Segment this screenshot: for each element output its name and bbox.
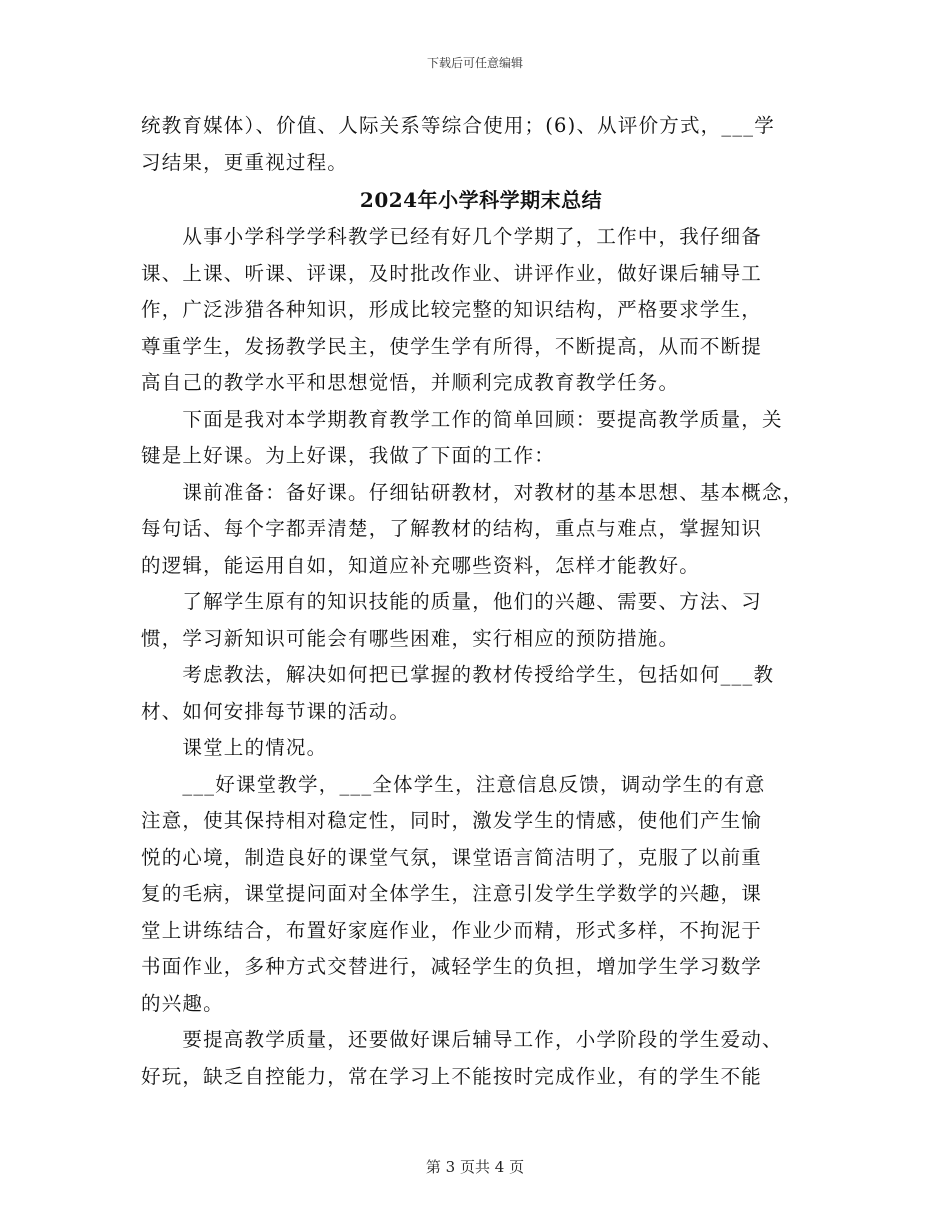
text-line: 作，广泛涉猎各种知识，形成比较完整的知识结构，严格要求学生， (141, 298, 763, 321)
text-line: 下面是我对本学期教育教学工作的简单回顾：要提高教学质量，关 (141, 407, 783, 431)
text-line: 每句话、每个字都弄清楚，了解教材的结构，重点与难点，掌握知识 (141, 517, 763, 540)
text-line: 课前准备：备好课。仔细钻研教材，对教材的基本思想、基本概念， (141, 480, 804, 504)
text-line: 从事小学科学学科教学已经有好几个学期了，工作中，我仔细备 (141, 225, 763, 248)
text-line: 悦的心境，制造良好的课堂气氛，课堂语言简洁明了，克服了以前重 (141, 845, 763, 869)
text-line: 键是上好课。为上好课，我做了下面的工作： (141, 444, 556, 467)
text-line: 习结果，更重视过程。 (141, 150, 349, 174)
text-line: 高自己的教学水平和思想觉悟，并顺利完成教育教学任务。 (141, 371, 680, 394)
text-line: 材、如何安排每节课的活动。 (141, 699, 411, 723)
text-line: 课堂上的情况。 (141, 736, 328, 759)
page-footer: 第 3 页共 4 页 (425, 1158, 525, 1176)
text-line: 的兴趣。 (141, 991, 224, 1015)
text-line: 堂上讲练结合，布置好家庭作业，作业少而精，形式多样，不拘泥于 (141, 918, 763, 942)
text-line: ___好课堂教学，___全体学生，注意信息反馈，调动学生的有意 (141, 772, 766, 796)
text-line: 的逻辑，能运用自如，知道应补充哪些资料，怎样才能教好。 (141, 553, 700, 577)
text-line: 课、上课、听课、评课，及时批改作业、讲评作业，做好课后辅导工 (141, 261, 763, 285)
document-title: 2024年小学科学期末总结 (359, 188, 603, 212)
text-line: 统教育媒体）、价值、人际关系等综合使用；(6)、从评价方式，___学 (141, 114, 775, 137)
text-line: 惯，学习新知识可能会有哪些困难，实行相应的预防措施。 (141, 626, 680, 650)
text-line: 好玩，缺乏自控能力，常在学习上不能按时完成作业，有的学生不能 (141, 1064, 763, 1088)
page-header: 下载后可任意编辑 (426, 56, 523, 70)
text-line: 注意，使其保持相对稳定性，同时，激发学生的情感，使他们产生愉 (141, 809, 763, 832)
text-line: 了解学生原有的知识技能的质量，他们的兴趣、需要、方法、习 (141, 590, 763, 613)
text-line: 尊重学生，发扬教学民主，使学生学有所得，不断提高，从而不断提 (141, 334, 763, 358)
text-line: 复的毛病，课堂提问面对全体学生，注意引发学生学数学的兴趣，课 (141, 882, 763, 905)
text-line: 要提高教学质量，还要做好课后辅导工作，小学阶段的学生爱动、 (141, 1028, 783, 1051)
document-body (141, 108, 821, 1095)
text-line: 书面作业，多种方式交替进行，减轻学生的负担，增加学生学习数学 (141, 955, 763, 978)
text-line: 考虑教法，解决如何把已掌握的教材传授给学生，包括如何___教 (141, 663, 775, 686)
